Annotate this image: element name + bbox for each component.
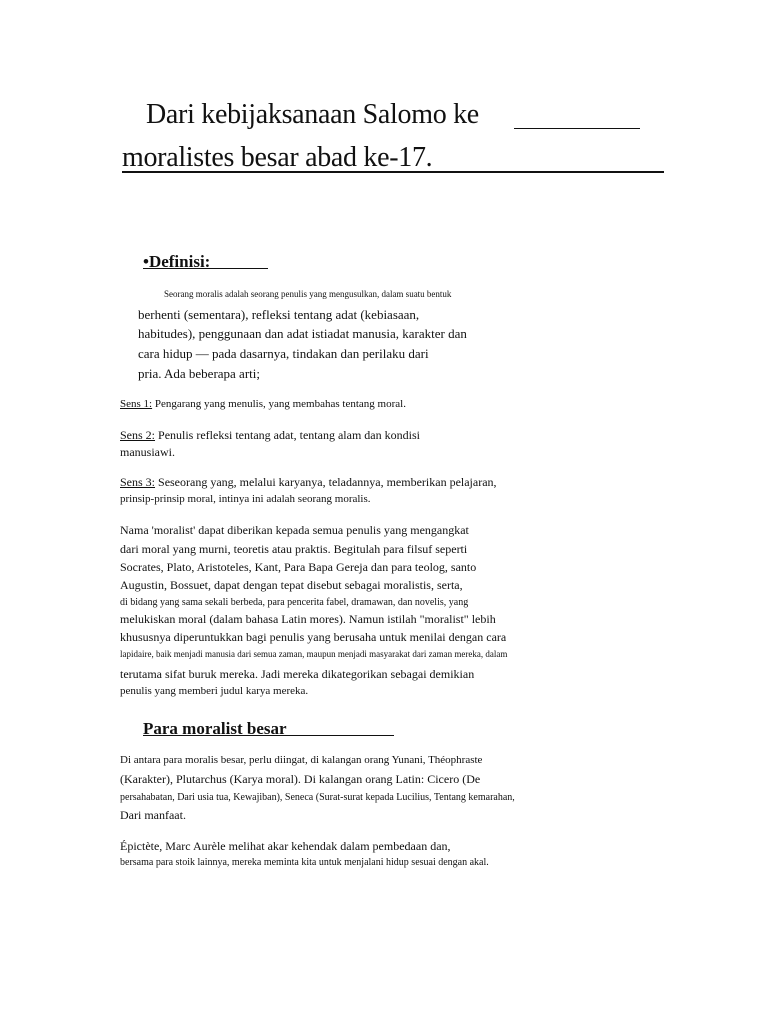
- sens-1-text: Pengarang yang menulis, yang membahas tentang moral.: [152, 398, 406, 410]
- definisi-heading-rule: [210, 268, 268, 269]
- title-line-1-rule: [514, 128, 640, 129]
- definisi-line-4: cara hidup — pada dasarnya, tindakan dan perilaku dari: [138, 346, 429, 361]
- sens-2-line-2: manusiawi.: [120, 445, 175, 459]
- moralist-line-1: Nama 'moralist' dapat diberikan kepada semua penulis yang mengangkat: [120, 523, 469, 537]
- para-moralist-p1-line-4: Dari manfaat.: [120, 808, 186, 822]
- moralist-line-7: khususnya diperuntukkan bagi penulis yang berusaha untuk menilai dengan cara: [120, 630, 507, 644]
- sens-2-label: Sens 2:: [120, 428, 156, 442]
- sens-1-label: Sens 1:: [120, 398, 153, 410]
- para-moralist-p1-line-2: (Karakter), Plutarchus (Karya moral). Di kalangan orang Latin: Cicero (De: [120, 772, 481, 786]
- definisi-line-1: Seorang moralis adalah seorang penulis yang mengusulkan, dalam suatu bentuk: [164, 289, 452, 299]
- title-line-1: Dari kebijaksanaan Salomo ke: [146, 99, 479, 130]
- para-moralist-p2-line-2: bersama para stoik lainnya, mereka meminta kita untuk menjalani hidup sesuai dengan akal.: [120, 857, 489, 868]
- title-line-2: moralistes besar abad ke-17.: [122, 142, 433, 173]
- definisi-heading: •Definisi:: [143, 252, 211, 271]
- para-moralist-heading-rule: [143, 735, 394, 736]
- sens-2: [120, 429, 420, 441]
- para-moralist-heading: Para moralist besar: [143, 719, 287, 738]
- moralist-line-4: Augustin, Bossuet, dapat dengan tepat disebut sebagai moralistis, serta,: [120, 578, 463, 592]
- para-moralist-p2-line-1: Épictète, Marc Aurèle melihat akar kehendak dalam pembedaan dan,: [120, 839, 451, 853]
- moralist-line-3: Socrates, Plato, Aristoteles, Kant, Para Bapa Gereja dan para teolog, santo: [120, 560, 477, 574]
- moralist-line-8: lapidaire, baik menjadi manusia dari semua zaman, maupun menjadi masyarakat dari zaman mereka, dalam: [120, 649, 508, 659]
- sens-1: [120, 399, 406, 410]
- moralist-line-9: terutama sifat buruk mereka. Jadi mereka dikategorikan sebagai demikian: [120, 667, 475, 681]
- sens-3: [120, 476, 497, 488]
- sens-3-text: Seseorang yang, melalui karyanya, teladannya, memberikan pelajaran,: [155, 475, 497, 489]
- moralist-line-6: melukiskan moral (dalam bahasa Latin mores). Namun istilah "moralist" lebih: [120, 612, 496, 626]
- moralist-line-5: di bidang yang sama sekali berbeda, para pencerita fabel, dramawan, dan novelis, yang: [120, 597, 469, 608]
- definisi-line-3: habitudes), penggunaan dan adat istiadat manusia, karakter dan: [138, 326, 467, 341]
- para-moralist-p1-line-1: Di antara para moralis besar, perlu diingat, di kalangan orang Yunani, Théophraste: [120, 754, 483, 766]
- moralist-line-2: dari moral yang murni, teoretis atau praktis. Begitulah para filsuf seperti: [120, 542, 468, 556]
- title-line-2-rule: [122, 171, 664, 173]
- definisi-line-2: berhenti (sementara), refleksi tentang adat (kebiasaan,: [138, 307, 420, 322]
- sens-3-line-2: prinsip-prinsip moral, intinya ini adalah seorang moralis.: [120, 493, 371, 505]
- sens-2-text: Penulis refleksi tentang adat, tentang alam dan kondisi: [155, 428, 420, 442]
- moralist-line-10: penulis yang memberi judul karya mereka.: [120, 685, 309, 697]
- sens-3-label: Sens 3:: [120, 475, 156, 489]
- definisi-line-5: pria. Ada beberapa arti;: [138, 366, 260, 381]
- para-moralist-p1-line-3: persahabatan, Dari usia tua, Kewajiban), Seneca (Surat-surat kepada Lucilius, Tentang kemarahan,: [120, 792, 515, 803]
